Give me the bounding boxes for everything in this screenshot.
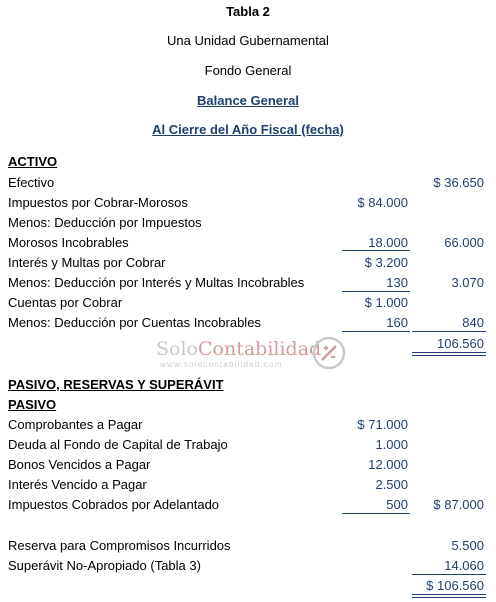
row-c2: 66.000	[444, 235, 484, 250]
fund-name: Fondo General	[204, 63, 292, 78]
total-double-line	[412, 594, 486, 598]
activo-heading: ACTIVO	[8, 154, 58, 169]
subtotal-line	[342, 291, 410, 292]
subtotal-line	[342, 331, 410, 332]
row-label: Cuentas por Cobrar	[8, 295, 123, 310]
row-c1: 2.500	[375, 477, 408, 492]
row-label: Bonos Vencidos a Pagar	[8, 457, 151, 472]
row-c1: $ 3.200	[364, 255, 408, 270]
row-c1: 130	[386, 275, 408, 290]
row-label: Impuestos por Cobrar-Morosos	[8, 195, 188, 210]
subtotal-line	[342, 513, 410, 514]
watermark	[156, 336, 356, 372]
row-label: Reserva para Compromisos Incurridos	[8, 538, 231, 553]
period-title: Al Cierre del Año Fiscal (fecha)	[152, 122, 344, 137]
subtotal-line	[342, 250, 410, 251]
pasivo-reservas-heading: PASIVO, RESERVAS Y SUPERÁVIT	[8, 377, 224, 392]
watermark-url: www.solocontabilidad.com	[160, 360, 283, 369]
row-label: Menos: Deducción por Impuestos	[8, 215, 202, 230]
row-c1: 18.000	[368, 235, 408, 250]
row-c2: 14.060	[444, 558, 484, 573]
row-c1: $ 1.000	[364, 295, 408, 310]
row-c2: $ 87.000	[433, 497, 484, 512]
subtotal-line	[412, 331, 486, 332]
row-label: Efectivo	[8, 175, 55, 190]
activo-total: 106.560	[437, 336, 484, 351]
row-label: Menos: Deducción por Interés y Multas Incobrables	[8, 275, 305, 290]
entity-name: Una Unidad Gubernamental	[167, 33, 329, 48]
row-c1: $ 84.000	[357, 195, 408, 210]
calculator-logo-icon	[312, 336, 346, 370]
row-c1: 500	[386, 497, 408, 512]
watermark-brand: SoloContabilidad	[156, 338, 322, 360]
row-c1: 12.000	[368, 457, 408, 472]
row-c1: 160	[386, 315, 408, 330]
row-c2: 3.070	[451, 275, 484, 290]
total-double-line	[412, 352, 486, 356]
subtotal-line	[412, 574, 486, 575]
row-label: Interés Vencido a Pagar	[8, 477, 147, 492]
row-label: Comprobantes a Pagar	[8, 417, 143, 432]
row-c2: 840	[462, 315, 484, 330]
row-label: Deuda al Fondo de Capital de Trabajo	[8, 437, 228, 452]
pasivo-subheading: PASIVO	[8, 397, 57, 412]
pasivo-total: $ 106.560	[426, 578, 484, 593]
row-c1: 1.000	[375, 437, 408, 452]
row-label: Impuestos Cobrados por Adelantado	[8, 497, 220, 512]
row-c2: $ 36.650	[433, 175, 484, 190]
row-c1: $ 71.000	[357, 417, 408, 432]
statement-title: Balance General	[197, 93, 299, 108]
row-label: Menos: Deducción por Cuentas Incobrables	[8, 315, 261, 330]
row-label: Morosos Incobrables	[8, 235, 129, 250]
row-label: Interés y Multas por Cobrar	[8, 255, 166, 270]
row-c2: 5.500	[451, 538, 484, 553]
row-label: Superávit No-Apropiado (Tabla 3)	[8, 558, 201, 573]
table-label: Tabla 2	[226, 4, 270, 19]
